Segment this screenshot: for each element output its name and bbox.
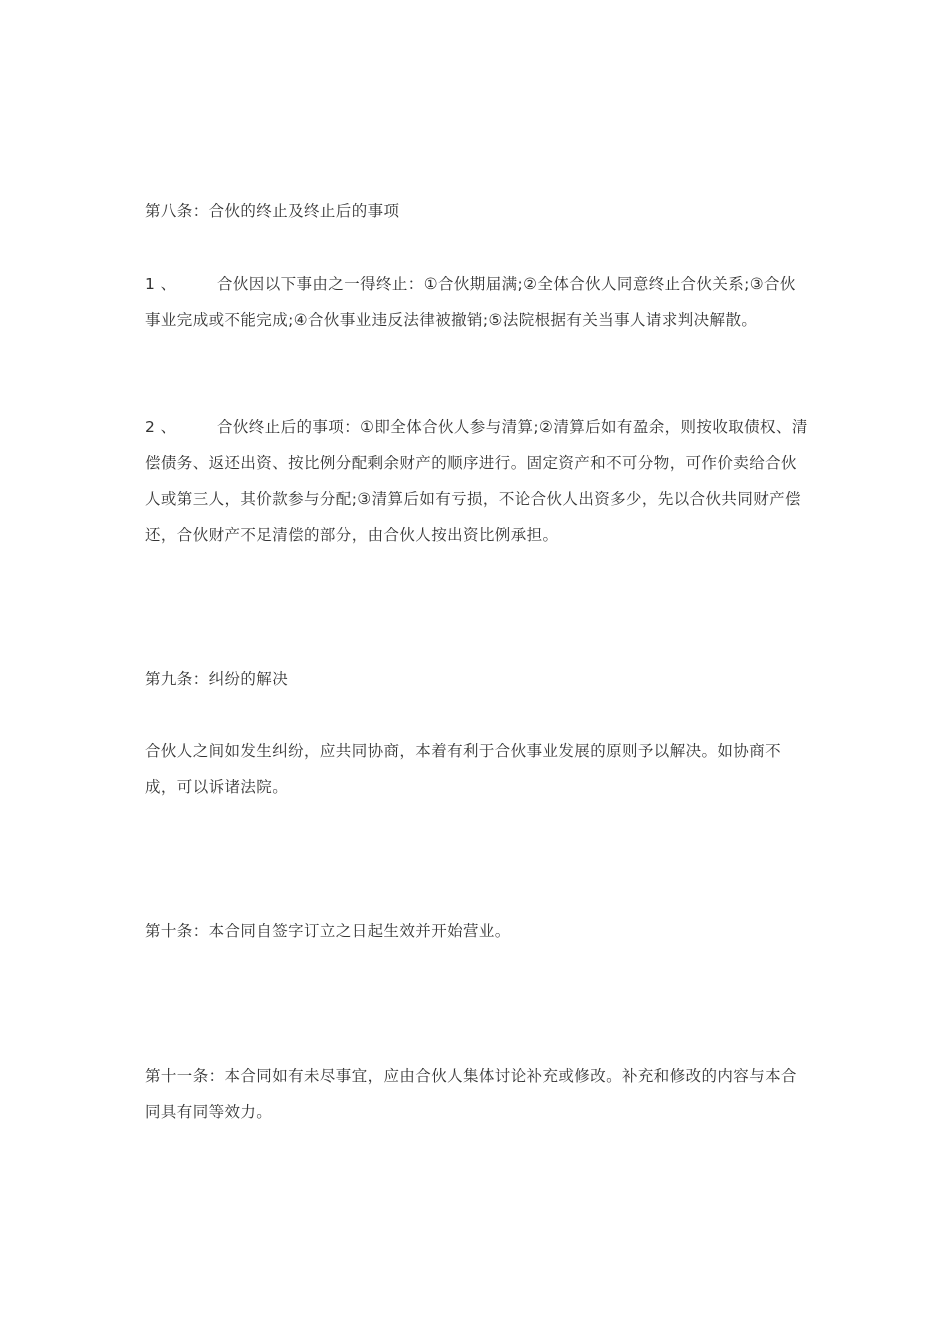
article-8-title: 第八条：合伙的终止及终止后的事项 [145,202,400,220]
article-8-item-1 [145,266,810,338]
article-10-title: 第十条：本合同自签字订立之日起生效并开始营业。 [145,922,511,940]
article-9-body: 合伙人之间如发生纠纷，应共同协商，本着有利于合伙事业发展的原则予以解决。如协商不成，可以诉诸法院。 [145,742,782,796]
article-11-body: 第十一条：本合同如有未尽事宜，应由合伙人集体讨论补充或修改。补充和修改的内容与本合同具有同等效力。 [145,1067,797,1121]
item-1-number: 1 、 [145,275,177,293]
item-2-text: 合伙终止后的事项：①即全体合伙人参与清算;②清算后如有盈余，则按收取债权、清偿债务、返还出资、按比例分配剩余财产的顺序进行。固定资产和不可分物，可作价卖给合伙人或第三人，其价款参与分配;③清算后如有亏损，不论合伙人出资多少，先以合伙共同财产偿还，合伙财产不足清偿的部分，由合伙人按出资比例承担。 [145,418,808,544]
item-1-text: 合伙因以下事由之一得终止：①合伙期届满;②全体合伙人同意终止合伙关系;③合伙事业完成或不能完成;④合伙事业违反法律被撤销;⑤法院根据有关当事人请求判决解散。 [145,275,796,329]
item-2-number: 2 、 [145,418,177,436]
article-9-title: 第九条：纠纷的解决 [145,670,289,688]
article-8-item-2 [145,409,810,553]
